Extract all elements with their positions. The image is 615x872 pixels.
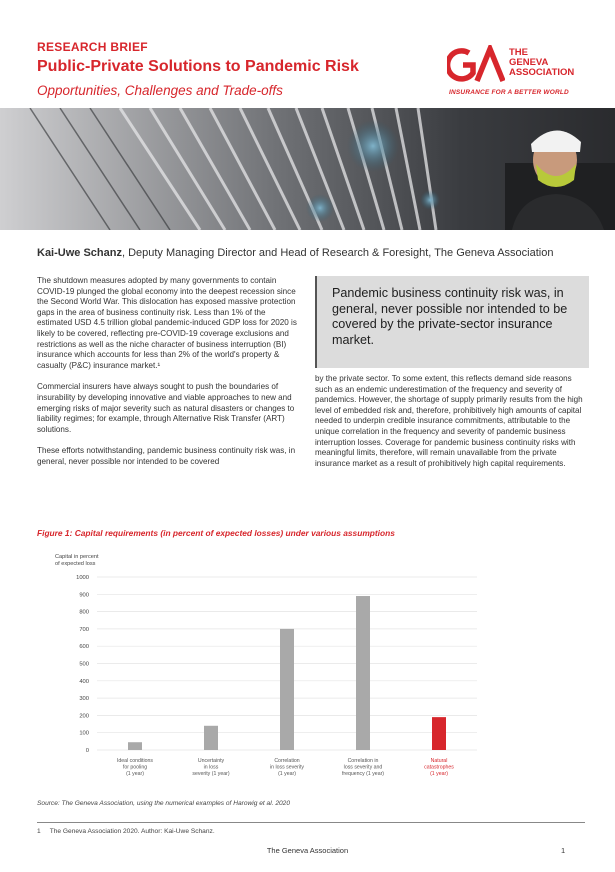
body-paragraph-3: These efforts notwithstanding, pandemic business continuity risk was, in general, never possible nor intended to be covered xyxy=(37,446,296,466)
bar-4 xyxy=(356,596,370,750)
page-number: 1 xyxy=(561,846,566,855)
geneva-association-logo xyxy=(447,45,587,100)
y-tick-label: 500 xyxy=(79,661,89,668)
bar-2 xyxy=(204,726,218,750)
pull-quote-text: Pandemic business continuity risk was, in general, never possible nor intended to be covered by the private-sector insurance market. xyxy=(332,286,568,347)
footnote: 1 The Geneva Association 2020. Author: Kai-Uwe Schanz. xyxy=(37,828,215,835)
y-tick-label: 300 xyxy=(79,696,89,703)
y-tick-label: 1000 xyxy=(76,575,89,581)
y-tick-label: 100 xyxy=(79,730,89,737)
x-category-label: Correlation xyxy=(274,758,300,764)
bar-3 xyxy=(280,629,294,750)
footnote-divider xyxy=(37,822,585,823)
document-subtitle: Opportunities, Challenges and Trade-offs xyxy=(37,83,283,98)
x-category-label: severity (1 year) xyxy=(192,771,230,777)
logo-text-line1: THE xyxy=(509,47,528,58)
body-paragraph-1: The shutdown measures adopted by many governments to contain COVID-19 plunged the global economy into the deepest recession since the Second World War. This dislocation has exposed massive protection gaps in the area of business continuity risk. Less than 1% of the estimated USD 4.5 trillion global pandemic-induced GDP loss for 2020 is likely to be covered, reflecting pre-COVID-19 coverage exclusions and restrictions as well as the niche character of business interruption (BI) insurance which accounts for less than 2% of the world's property & casualty (P&C) insurance market.¹ xyxy=(37,276,297,370)
y-tick-label: 800 xyxy=(79,609,89,616)
y-tick-label: 0 xyxy=(85,748,89,754)
x-category-label: (1 year) xyxy=(126,771,144,777)
figure-source: Source: The Geneva Association, using the numerical examples of Harowig et al. 2020 xyxy=(37,800,291,807)
x-category-label: catastrophes xyxy=(424,764,454,771)
y-axis-label-line2: of expected loss xyxy=(55,561,96,567)
x-category-label: for pooling xyxy=(122,764,148,771)
y-tick-label: 400 xyxy=(79,678,89,685)
author-line xyxy=(37,247,553,259)
document-type-label: RESEARCH BRIEF xyxy=(37,40,148,54)
author-role: , Deputy Managing Director and Head of Research & Foresight, The Geneva Association xyxy=(121,247,554,259)
author-name: Kai-Uwe Schanz xyxy=(37,247,122,259)
body-paragraph-4: by the private sector. To some extent, this reflects demand side reasons such as an endemic underestimation of the frequency and severity of pandemics. However, the shortage of supply primarily results from the high level of embedded risk and, therefore, prohibitively high amounts of capital needed to underpin credible insurance commitments, attributable to the unique correlation in the frequency and severity of pandemic business interruption losses. Coverage for pandemic business continuity risks with meaningful limits, therefore, will remain unavailable from the private insurance market as a result of prohibitively high capital requirements. xyxy=(315,374,583,468)
x-category-label: Uncertainty xyxy=(197,758,225,764)
x-category-label: loss severity and xyxy=(343,764,383,771)
top-margin xyxy=(0,0,615,36)
x-category-label: (1 year) xyxy=(430,771,448,777)
y-axis-label-line1: Capital in percent xyxy=(55,554,99,560)
x-category-label: frequency (1 year) xyxy=(341,771,385,777)
y-tick-label: 600 xyxy=(79,644,89,651)
pull-quote-box xyxy=(315,276,589,368)
hero-image xyxy=(0,108,615,230)
logo-text-line3: ASSOCIATION xyxy=(509,67,575,78)
body-column-left xyxy=(37,276,299,479)
x-category-label: Natural xyxy=(430,758,448,764)
footer-publisher: The Geneva Association xyxy=(266,846,349,855)
body-paragraph-2: Commercial insurers have always sought to push the boundaries of insurability by developing innovative and viable approaches to new and emerging risks of major severity such as natural disasters or changes to liability regimes; for example, through Alternative Risk Transfer (ART) solutions. xyxy=(37,382,295,434)
bar-5 xyxy=(432,717,446,750)
body-column-right xyxy=(315,374,585,469)
bar-1 xyxy=(128,742,142,750)
y-tick-label: 900 xyxy=(79,592,89,599)
x-category-label: in loss severity xyxy=(269,764,305,771)
x-category-label: (1 year) xyxy=(278,771,296,777)
y-tick-label: 700 xyxy=(79,626,89,633)
logo-text-line2: GENEVA xyxy=(509,57,549,68)
figure-title: Figure 1: Capital requirements (in percent of expected losses) under various assumptions xyxy=(37,528,395,538)
capital-requirements-chart xyxy=(37,545,585,795)
x-category-label: Ideal conditions xyxy=(116,758,154,764)
document-title: Public-Private Solutions to Pandemic Risk xyxy=(37,58,359,75)
x-category-label: Correlation in xyxy=(347,758,379,764)
x-category-label: in loss xyxy=(203,764,219,771)
logo-tagline: INSURANCE FOR A BETTER WORLD xyxy=(449,89,569,96)
y-tick-label: 200 xyxy=(79,713,89,720)
geneva-logo-icon xyxy=(447,45,505,85)
